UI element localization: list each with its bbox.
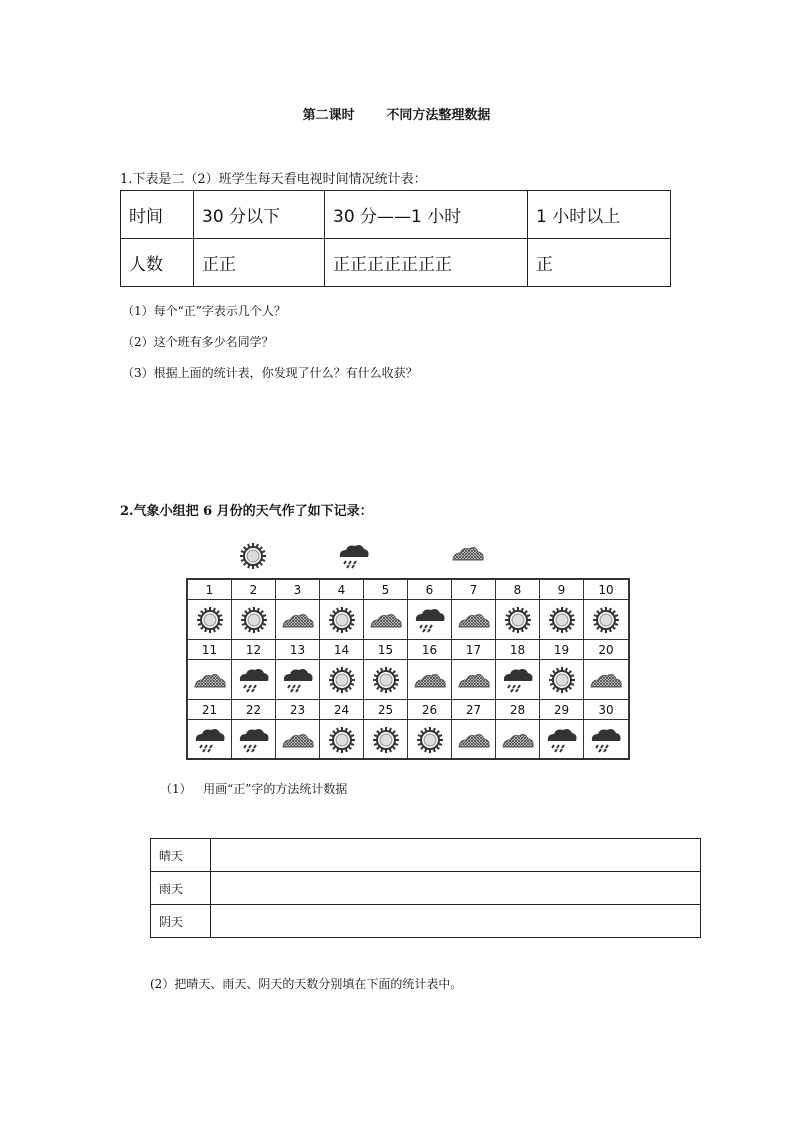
cloudy-icon [452,720,496,760]
calendar-day-number: 23 [276,700,320,720]
question-2-sub-2: (2）把晴天、雨天、阴天的天数分别填在下面的统计表中。 [150,977,463,991]
cloudy-icon [276,600,320,640]
table-cell: 正 [528,239,671,287]
table-cell: 1 小时以上 [528,191,671,239]
calendar-day-number: 30 [584,700,628,720]
cloudy-icon [364,600,408,640]
calendar-day-number: 6 [408,580,452,600]
sunny-icon [232,600,276,640]
table-row [151,905,701,938]
calendar-day-number: 22 [232,700,276,720]
weather-legend [225,540,505,570]
table-cell: 时间 [121,191,194,239]
calendar-day-number: 19 [540,640,584,660]
rainy-icon [584,720,628,760]
calendar-day-number: 21 [188,700,232,720]
cloudy-icon [584,660,628,700]
weather-calendar [186,578,630,760]
calendar-day-number: 29 [540,700,584,720]
question-2-sub-1: （1） 用画“正”字的方法统计数据 [160,782,348,796]
calendar-day-number: 5 [364,580,408,600]
table-cell: 正正正正正正正 [325,239,528,287]
cloudy-icon [496,720,540,760]
calendar-day-number: 9 [540,580,584,600]
sunny-icon [320,720,364,760]
tally-answer-sunny[interactable] [211,839,701,872]
cloudy-icon [452,660,496,700]
rainy-legend-icon [337,542,371,570]
sunny-icon [584,600,628,640]
rainy-icon [540,720,584,760]
calendar-day-number: 28 [496,700,540,720]
calendar-day-number: 25 [364,700,408,720]
calendar-day-number: 13 [276,640,320,660]
table-cell: 正正 [194,239,325,287]
calendar-day-number: 11 [188,640,232,660]
sunny-icon [540,660,584,700]
tally-label-rainy: 雨天 [151,872,211,905]
tv-time-table [120,190,671,287]
rainy-icon [408,600,452,640]
sunny-icon [320,660,364,700]
sunny-icon [364,720,408,760]
sunny-icon [408,720,452,760]
calendar-day-number: 24 [320,700,364,720]
calendar-day-number: 27 [452,700,496,720]
table-row [151,872,701,905]
calendar-day-number: 2 [232,580,276,600]
question-1-stem: 1.下表是二（2）班学生每天看电视时间情况统计表： [120,172,427,187]
table-cell: 30 分——1 小时 [325,191,528,239]
table-cell: 30 分以下 [194,191,325,239]
rainy-icon [276,660,320,700]
tally-label-sunny: 晴天 [151,839,211,872]
calendar-day-number: 3 [276,580,320,600]
sunny-icon [188,600,232,640]
tally-answer-rainy[interactable] [211,872,701,905]
calendar-day-number: 26 [408,700,452,720]
rainy-icon [232,660,276,700]
calendar-day-number: 8 [496,580,540,600]
tally-label-cloudy: 阴天 [151,905,211,938]
table-row [151,839,701,872]
question-2-stem: 2.气象小组把 6 月份的天气作了如下记录： [120,504,373,519]
calendar-day-number: 7 [452,580,496,600]
page-title: 第二课时 不同方法整理数据 [302,108,491,123]
table-row [121,191,671,239]
rainy-icon [188,720,232,760]
cloudy-icon [276,720,320,760]
rainy-icon [232,720,276,760]
calendar-day-number: 4 [320,580,364,600]
calendar-day-number: 14 [320,640,364,660]
sunny-icon [496,600,540,640]
calendar-day-number: 16 [408,640,452,660]
sunny-icon [540,600,584,640]
sunny-icon [364,660,408,700]
rainy-icon [496,660,540,700]
question-1-sub-2: （2）这个班有多少名同学？ [122,335,274,349]
calendar-day-number: 18 [496,640,540,660]
table-row [121,239,671,287]
sunny-icon [320,600,364,640]
calendar-day-number: 1 [188,580,232,600]
calendar-day-number: 10 [584,580,628,600]
calendar-day-number: 12 [232,640,276,660]
calendar-day-number: 17 [452,640,496,660]
cloudy-icon [188,660,232,700]
cloudy-legend-icon [451,542,485,564]
calendar-day-number: 20 [584,640,628,660]
tally-answer-cloudy[interactable] [211,905,701,938]
calendar-day-number: 15 [364,640,408,660]
table-cell: 人数 [121,239,194,287]
question-1-sub-3: （3）根据上面的统计表，你发现了什么？有什么收获？ [122,366,418,380]
question-1-sub-1: （1）每个“正”字表示几个人？ [122,304,286,318]
tally-table [150,838,701,938]
sunny-legend-icon [239,542,267,570]
cloudy-icon [408,660,452,700]
cloudy-icon [452,600,496,640]
